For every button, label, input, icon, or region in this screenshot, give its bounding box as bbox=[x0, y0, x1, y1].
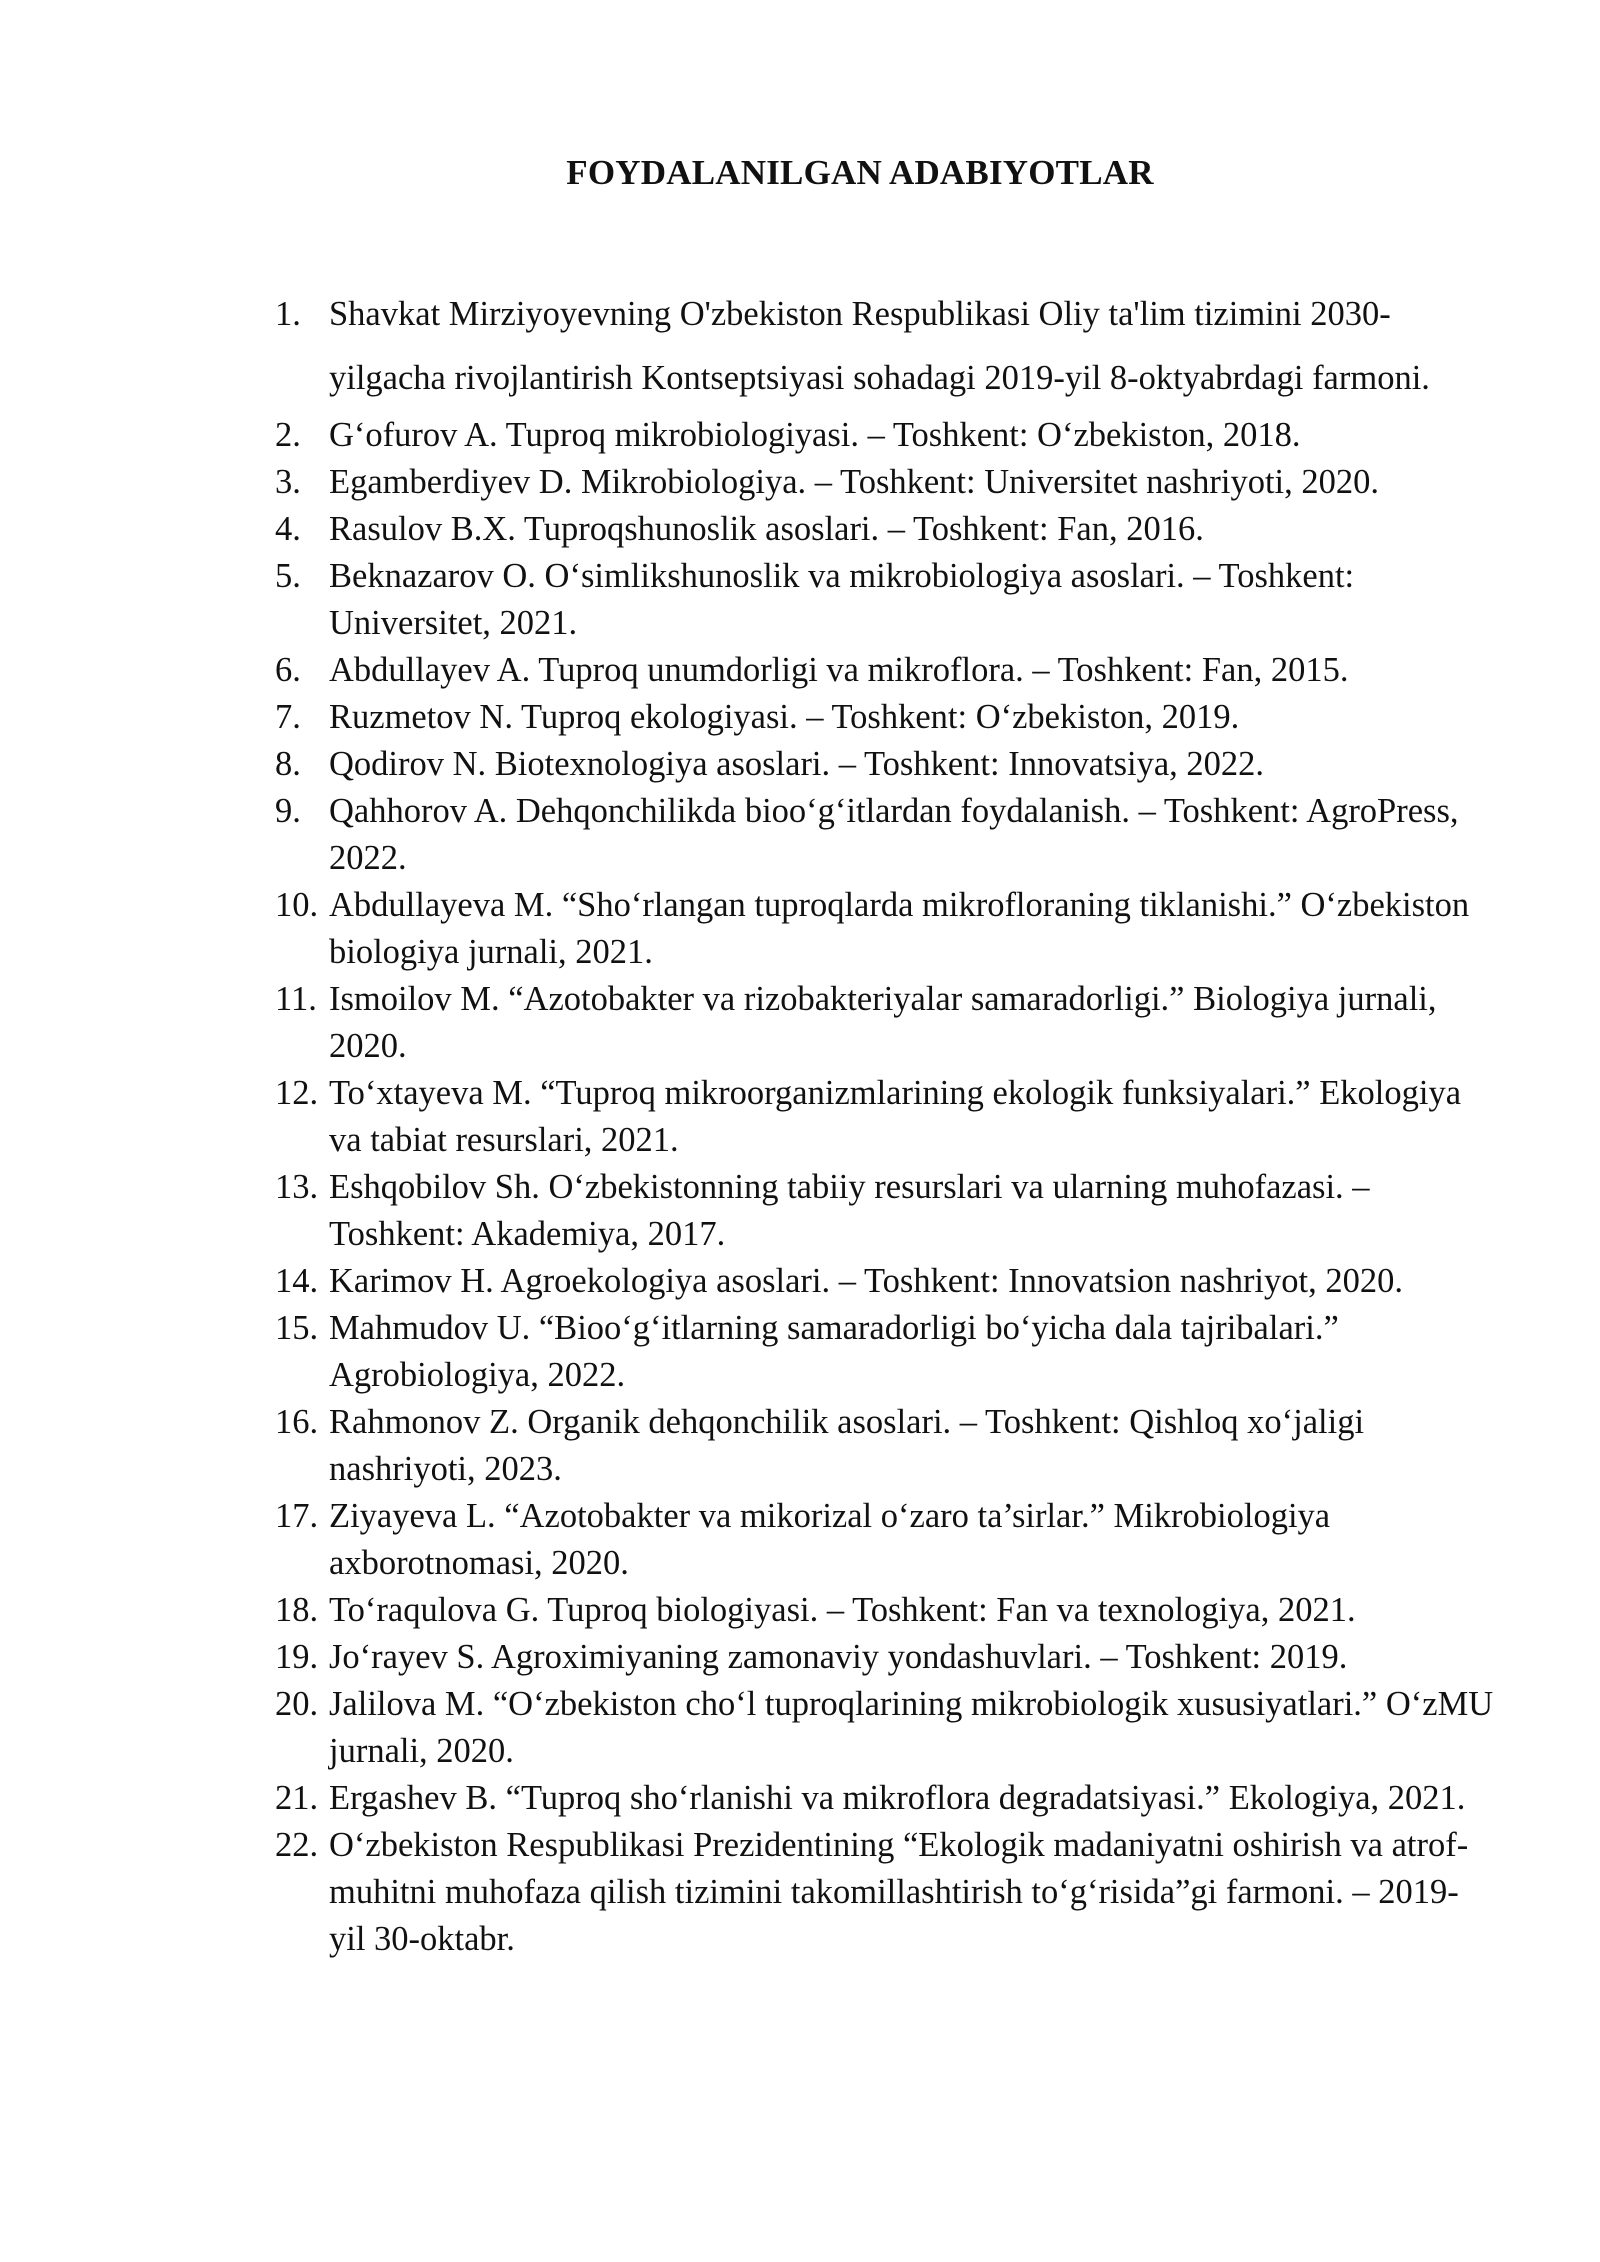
reference-text: Jo‘rayev S. Agroximiyaning zamonaviy yondashuvlari. – Toshkent: 2019. bbox=[329, 1638, 1348, 1676]
reference-text: Eshqobilov Sh. O‘zbekistonning tabiiy resurslari va ularning muhofazasi. – Toshkent: Akademiya, 2017. bbox=[329, 1168, 1370, 1253]
reference-item bbox=[275, 1822, 1495, 1963]
reference-number: 3. bbox=[275, 463, 301, 501]
reference-item bbox=[275, 647, 1495, 694]
reference-text: Rahmonov Z. Organik dehqonchilik asoslari. – Toshkent: Qishloq xo‘jaligi nashriyoti, 2023. bbox=[329, 1403, 1365, 1488]
reference-number: 17. bbox=[275, 1497, 319, 1535]
reference-item bbox=[275, 1305, 1495, 1399]
reference-number: 8. bbox=[275, 745, 301, 783]
reference-number: 18. bbox=[275, 1591, 319, 1629]
reference-text: Ergashev B. “Tuproq sho‘rlanishi va mikroflora degradatsiyasi.” Ekologiya, 2021. bbox=[329, 1779, 1466, 1817]
reference-item bbox=[275, 694, 1495, 741]
reference-item bbox=[275, 788, 1495, 882]
reference-item bbox=[275, 1775, 1495, 1822]
reference-text: Jalilova M. “O‘zbekiston cho‘l tuproqlarining mikrobiologik xususiyatlari.” O‘zMU jurnali, 2020. bbox=[329, 1685, 1494, 1770]
reference-number: 11. bbox=[275, 980, 317, 1018]
reference-text: Qahhorov A. Dehqonchilikda bioo‘g‘itlardan foydalanish. – Toshkent: AgroPress, 2022. bbox=[329, 792, 1459, 877]
reference-number: 10. bbox=[275, 886, 319, 924]
reference-number: 12. bbox=[275, 1074, 319, 1112]
reference-item bbox=[275, 1399, 1495, 1493]
reference-text: Ismoilov M. “Azotobakter va rizobakteriyalar samaradorligi.” Biologiya jurnali, 2020. bbox=[329, 980, 1437, 1065]
reference-item bbox=[275, 412, 1495, 459]
reference-number: 20. bbox=[275, 1685, 319, 1723]
reference-text: To‘raqulova G. Tuproq biologiyasi. – Toshkent: Fan va texnologiya, 2021. bbox=[329, 1591, 1356, 1629]
reference-item bbox=[275, 1634, 1495, 1681]
reference-text: To‘xtayeva M. “Tuproq mikroorganizmlarining ekologik funksiyalari.” Ekologiya va tabiat resurslari, 2021. bbox=[329, 1074, 1462, 1159]
reference-number: 16. bbox=[275, 1403, 319, 1441]
reference-list bbox=[275, 282, 1495, 1963]
reference-text: G‘ofurov A. Tuproq mikrobiologiyasi. – Toshkent: O‘zbekiston, 2018. bbox=[329, 416, 1301, 454]
reference-text: Abdullayeva M. “Sho‘rlangan tuproqlarda mikrofloraning tiklanishi.” O‘zbekiston biologiya jurnali, 2021. bbox=[329, 886, 1470, 971]
reference-item bbox=[275, 882, 1495, 976]
reference-number: 19. bbox=[275, 1638, 319, 1676]
reference-item bbox=[275, 553, 1495, 647]
reference-number: 21. bbox=[275, 1779, 319, 1817]
reference-number: 13. bbox=[275, 1168, 319, 1206]
reference-text: Karimov H. Agroekologiya asoslari. – Toshkent: Innovatsion nashriyot, 2020. bbox=[329, 1262, 1403, 1300]
reference-text: Egamberdiyev D. Mikrobiologiya. – Toshkent: Universitet nashriyoti, 2020. bbox=[329, 463, 1380, 501]
reference-item bbox=[275, 1493, 1495, 1587]
page-title: FOYDALANILGAN ADABIYOTLAR bbox=[566, 153, 1154, 192]
reference-text: O‘zbekiston Respublikasi Prezidentining “Ekologik madaniyatni oshirish va atrof-muhitni muhofaza qilish tizimini takomillashtirish to‘g‘risida”gi farmoni. – 2019-yil 30-oktabr. bbox=[329, 1826, 1469, 1958]
reference-text: Ruzmetov N. Tuproq ekologiyasi. – Toshkent: O‘zbekiston, 2019. bbox=[329, 698, 1240, 736]
reference-item bbox=[275, 1164, 1495, 1258]
reference-text: Beknazarov O. O‘simlikshunoslik va mikrobiologiya asoslari. – Toshkent: Universitet, 2021. bbox=[329, 557, 1355, 642]
reference-item bbox=[275, 976, 1495, 1070]
reference-item bbox=[275, 282, 1495, 410]
reference-item bbox=[275, 1587, 1495, 1634]
reference-number: 15. bbox=[275, 1309, 319, 1347]
reference-text: Mahmudov U. “Bioo‘g‘itlarning samaradorligi bo‘yicha dala tajribalari.” Agrobiologiya, 2022. bbox=[329, 1309, 1339, 1394]
reference-number: 2. bbox=[275, 416, 301, 454]
reference-number: 14. bbox=[275, 1262, 319, 1300]
reference-item bbox=[275, 506, 1495, 553]
reference-number: 4. bbox=[275, 510, 301, 548]
reference-item bbox=[275, 459, 1495, 506]
reference-number: 22. bbox=[275, 1826, 319, 1864]
reference-number: 5. bbox=[275, 557, 301, 595]
reference-number: 9. bbox=[275, 792, 301, 830]
reference-text: Ziyayeva L. “Azotobakter va mikorizal o‘zaro ta’sirlar.” Mikrobiologiya axborotnomasi, 2020. bbox=[329, 1497, 1331, 1582]
reference-text: Qodirov N. Biotexnologiya asoslari. – Toshkent: Innovatsiya, 2022. bbox=[329, 745, 1265, 783]
reference-number: 7. bbox=[275, 698, 301, 736]
reference-text: Shavkat Mirziyoyevning O'zbekiston Respublikasi Oliy ta'lim tizimini 2030-yilgacha rivojlantirish Kontseptsiyasi sohadagi 2019-yil 8-oktyabrdagi farmoni. bbox=[329, 295, 1430, 397]
reference-item bbox=[275, 1258, 1495, 1305]
reference-text: Rasulov B.X. Tuproqshunoslik asoslari. – Toshkent: Fan, 2016. bbox=[329, 510, 1204, 548]
reference-item bbox=[275, 741, 1495, 788]
reference-item bbox=[275, 1070, 1495, 1164]
reference-item bbox=[275, 1681, 1495, 1775]
reference-text: Abdullayev A. Tuproq unumdorligi va mikroflora. – Toshkent: Fan, 2015. bbox=[329, 651, 1349, 689]
reference-number: 6. bbox=[275, 651, 301, 689]
reference-number: 1. bbox=[275, 295, 301, 333]
